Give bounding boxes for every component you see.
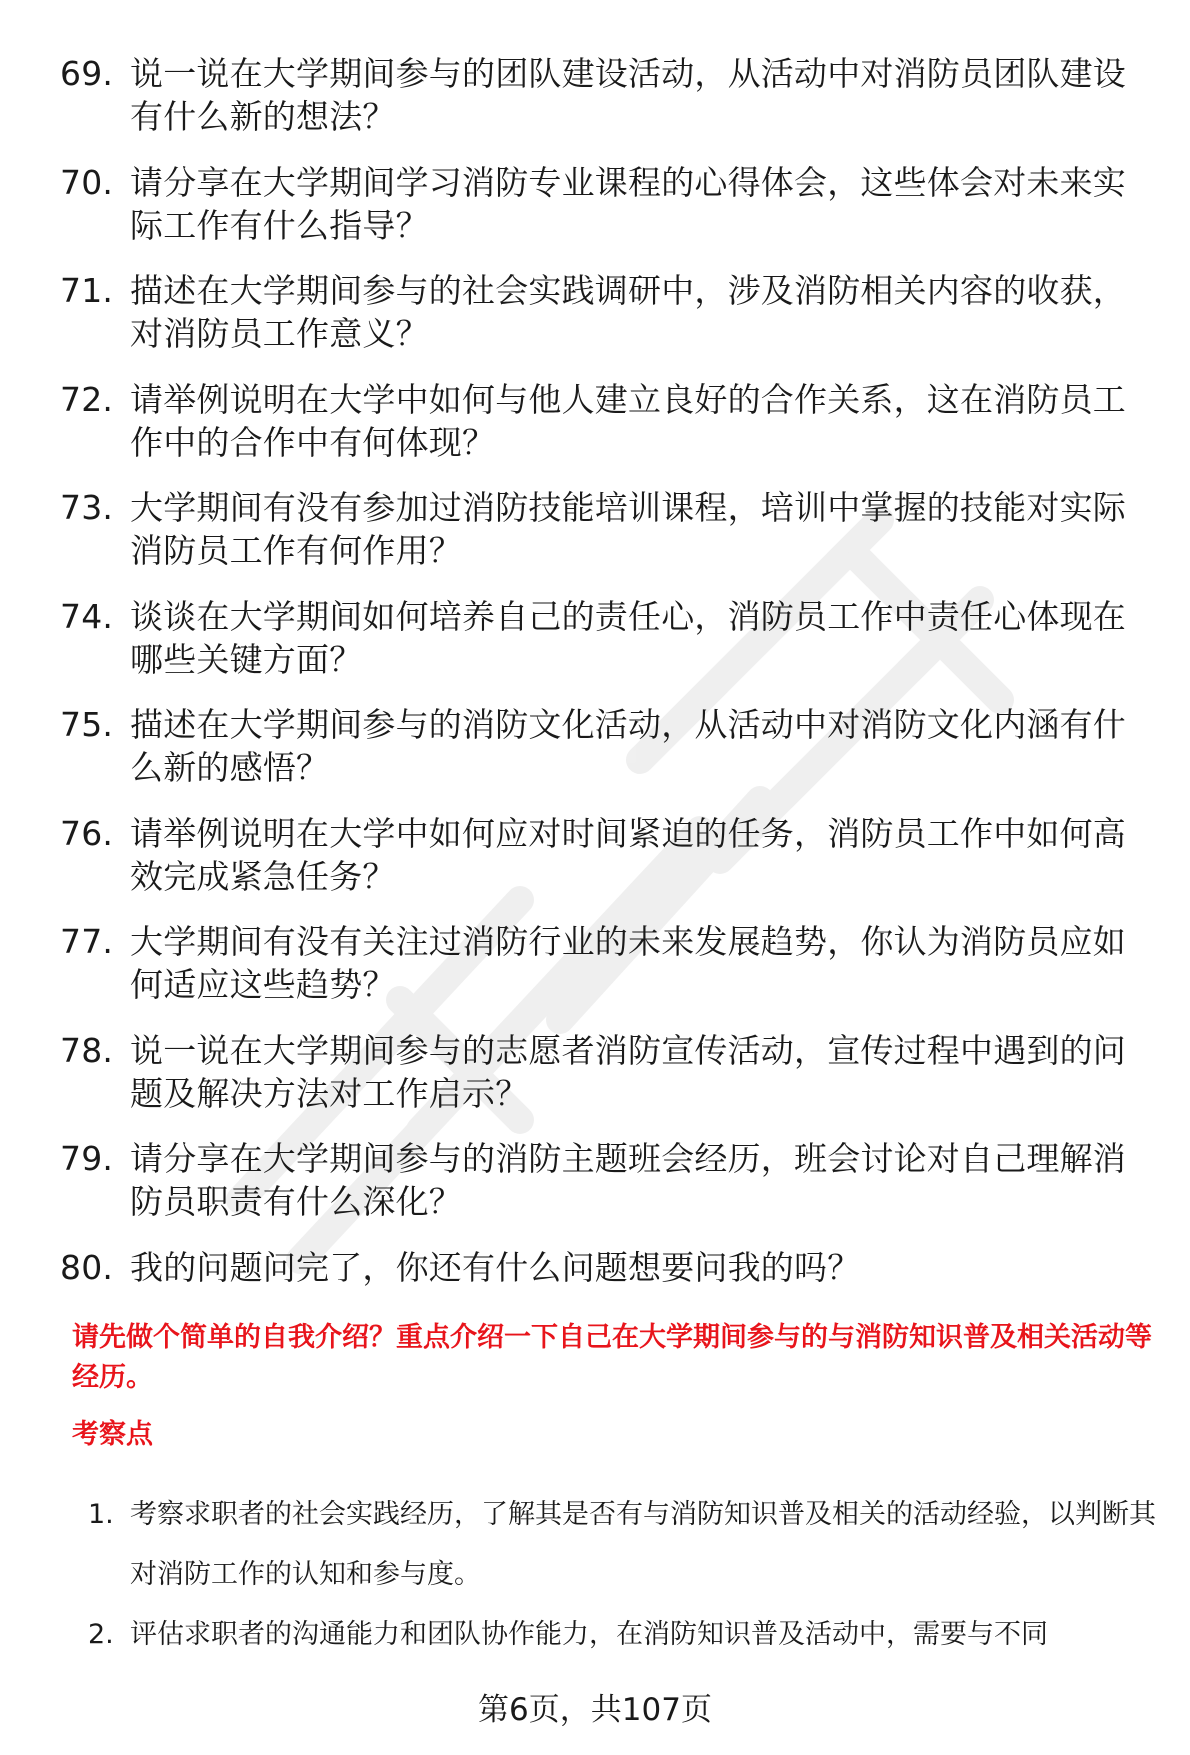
question-number: 79.	[60, 1139, 114, 1178]
question-text: 请举例说明在大学中如何应对时间紧迫的任务，消防员工作中如何高效完成紧急任务？	[130, 813, 1126, 896]
question-list	[60, 52, 1150, 1311]
question-text: 大学期间有没有参加过消防技能培训课程，培训中掌握的技能对实际消防员工作有何作用？	[130, 488, 1126, 570]
question-item	[60, 1029, 1150, 1115]
question-text: 请分享在大学期间学习消防专业课程的心得体会，这些体会对未来实际工作有什么指导？	[130, 162, 1126, 245]
question-number: 69.	[60, 54, 114, 93]
question-number: 74.	[60, 596, 114, 636]
question-text: 说一说在大学期间参与的志愿者消防宣传活动，宣传过程中遇到的问题及解决方法对工作启示？	[130, 1030, 1126, 1113]
point-text: 考察求职者的社会实践经历，了解其是否有与消防知识普及相关的活动经验，以判断其对消防工作的认知和参与度。	[130, 1499, 1156, 1590]
question-item	[60, 703, 1150, 789]
question-number: 76.	[60, 813, 114, 853]
question-item	[60, 269, 1150, 355]
question-item	[60, 812, 1150, 898]
question-number: 80.	[60, 1247, 114, 1287]
question-number: 78.	[60, 1030, 114, 1070]
question-item	[60, 486, 1150, 572]
question-number: 73.	[60, 488, 114, 527]
question-item	[60, 595, 1150, 681]
page-footer: 第6页，共107页	[478, 1692, 712, 1728]
assessment-points	[88, 1485, 1160, 1665]
question-number: 77.	[60, 922, 114, 961]
point-number: 1.	[88, 1499, 114, 1530]
question-item	[60, 378, 1150, 464]
question-item	[60, 920, 1150, 1006]
question-number: 75.	[60, 705, 114, 744]
question-number: 70.	[60, 162, 114, 202]
question-number: 72.	[60, 379, 114, 419]
question-text: 说一说在大学期间参与的团队建设活动，从活动中对消防员团队建设有什么新的想法？	[130, 54, 1126, 136]
intro-question: 请先做个简单的自我介绍？重点介绍一下自己在大学期间参与的与消防知识普及相关活动等经历。	[72, 1322, 1152, 1393]
question-text: 请举例说明在大学中如何与他人建立良好的合作关系，这在消防员工作中的合作中有何体现？	[130, 379, 1126, 462]
question-item	[60, 52, 1150, 138]
question-item	[60, 1246, 1150, 1289]
point-text: 评估求职者的沟通能力和团队协作能力，在消防知识普及活动中，需要与不同	[130, 1619, 1048, 1650]
assessment-point	[88, 1485, 1160, 1605]
assessment-point	[88, 1605, 1160, 1665]
point-number: 2.	[88, 1619, 114, 1650]
question-text: 描述在大学期间参与的消防文化活动，从活动中对消防文化内涵有什么新的感悟？	[130, 705, 1126, 787]
question-number: 71.	[60, 271, 114, 310]
question-item	[60, 1137, 1150, 1223]
question-item	[60, 161, 1150, 247]
section-label: 考察点	[72, 1419, 153, 1450]
question-text: 请分享在大学期间参与的消防主题班会经历，班会讨论对自己理解消防员职责有什么深化？	[130, 1139, 1126, 1221]
question-text: 我的问题问完了，你还有什么问题想要问我的吗？	[130, 1247, 861, 1287]
question-text: 谈谈在大学期间如何培养自己的责任心，消防员工作中责任心体现在哪些关键方面？	[130, 596, 1126, 679]
question-text: 大学期间有没有关注过消防行业的未来发展趋势，你认为消防员应如何适应这些趋势？	[130, 922, 1126, 1004]
question-text: 描述在大学期间参与的社会实践调研中，涉及消防相关内容的收获，对消防员工作意义？	[130, 271, 1126, 353]
